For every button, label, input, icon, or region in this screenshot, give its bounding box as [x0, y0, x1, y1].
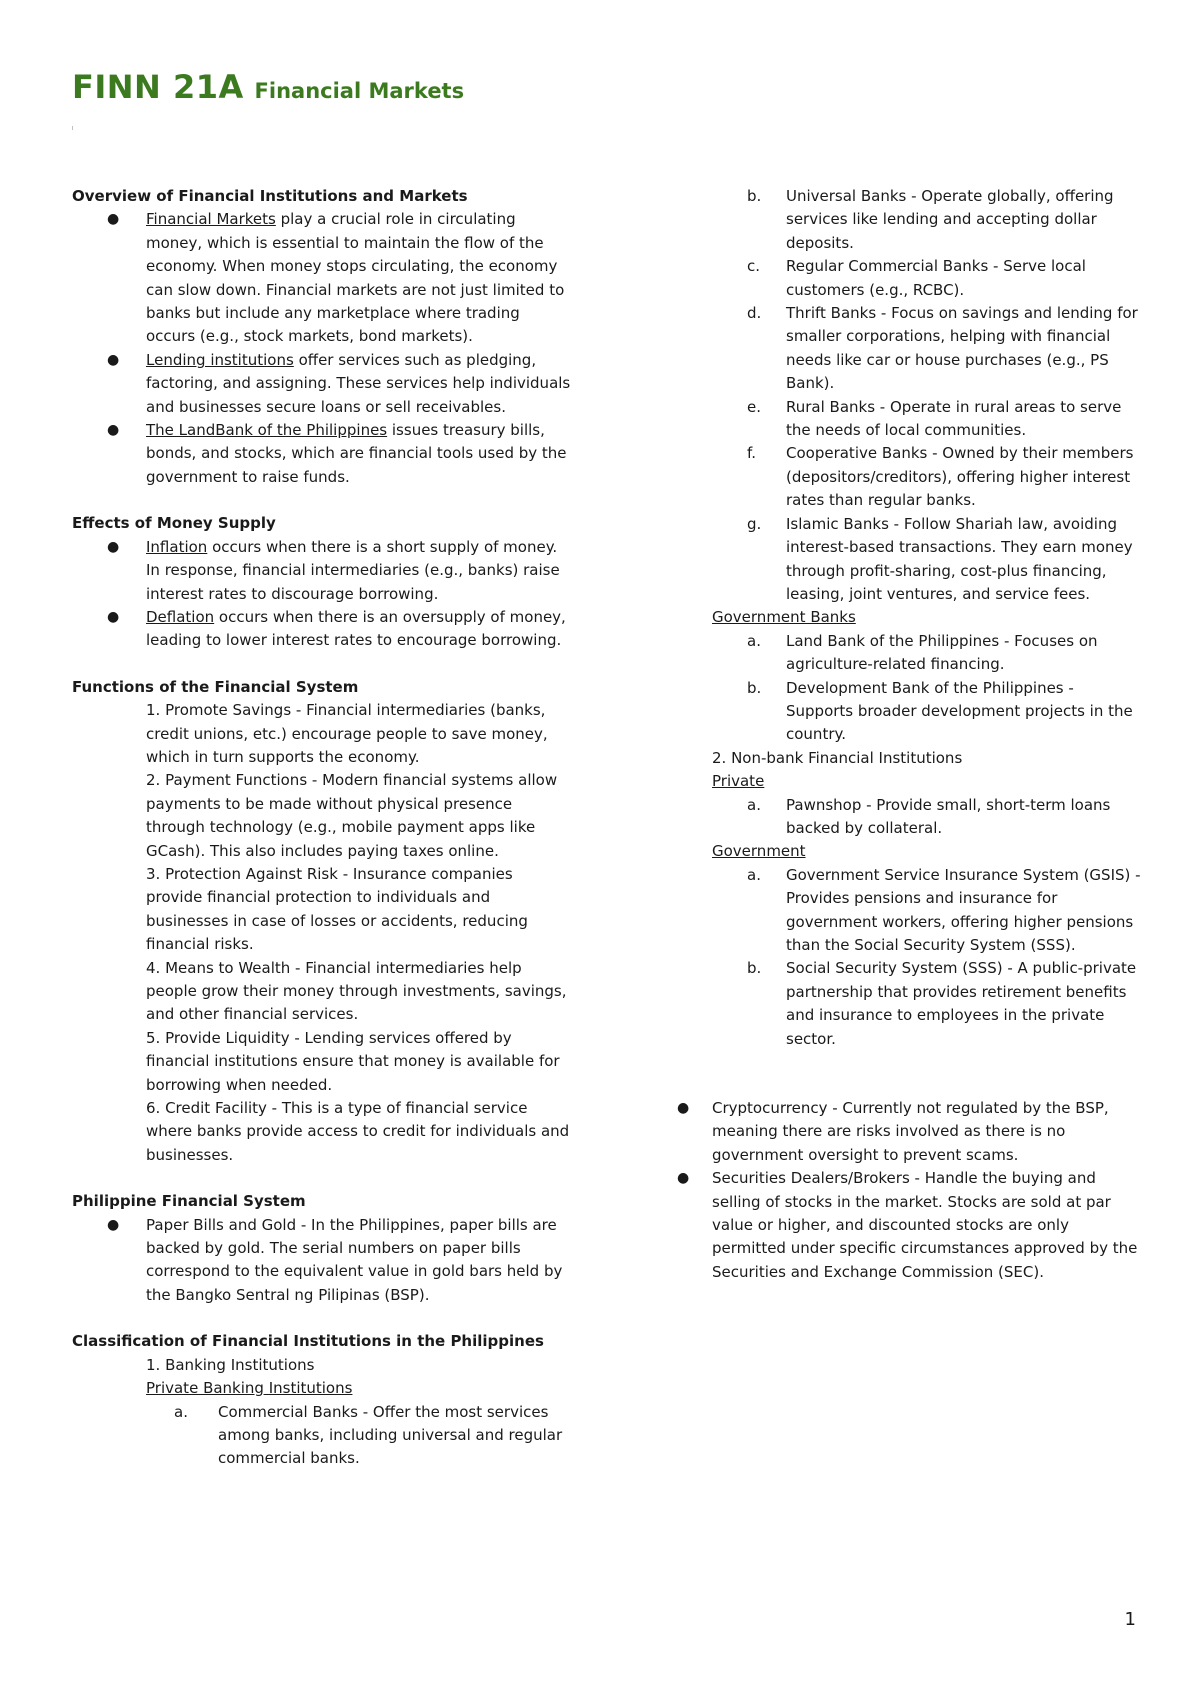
- list-item: [712, 677, 1144, 747]
- bullet-text: issues treasury bills, bonds, and stocks, which are financial tools used by the government to raise funds.: [146, 421, 567, 486]
- list-item: 4. Means to Wealth - Financial intermediaries help people grow their money through investments, savings, and other financial services.: [146, 958, 567, 1024]
- bullet-item: [72, 419, 572, 489]
- list-item: [712, 957, 1144, 1051]
- term: Lending institutions: [146, 350, 294, 369]
- list-item: [712, 630, 1144, 677]
- bullet-item: [72, 349, 572, 419]
- list-item: [712, 255, 1144, 302]
- bullet-item: ● Securities Dealers/Brokers - Handle the buying and selling of stocks in the market. Stocks are sold at par value or higher, and discounted stocks are only permitted under specific circumstances approved by the Securities and Exchange Commission (SEC).: [712, 1167, 1144, 1284]
- term: Financial Markets: [146, 210, 276, 229]
- section-heading-ph-system: Philippine Financial System: [72, 1192, 306, 1211]
- list-marker: a.: [747, 631, 761, 650]
- course-code: FINN 21A: [72, 68, 244, 106]
- list-marker: f.: [747, 444, 756, 463]
- list-item: [712, 513, 1144, 607]
- course-title: Financial Markets: [254, 79, 465, 103]
- subheading-nonbank-private: Private: [712, 772, 765, 791]
- bullet-item: ● Paper Bills and Gold - In the Philippines, paper bills are backed by gold. The serial numbers on paper bills correspond to the equivalent value in gold bars held by the Bangko Sentral ng Pilipinas (BSP).: [72, 1214, 572, 1308]
- subheading-banking: 1. Banking Institutions: [146, 1355, 315, 1374]
- list-item: [712, 442, 1144, 512]
- list-text: Cooperative Banks - Owned by their members (depositors/creditors), offering higher interest rates than regular banks.: [786, 444, 1134, 510]
- bullet-item: [72, 536, 572, 606]
- section-heading-classification: Classification of Financial Institutions in the Philippines: [72, 1332, 544, 1351]
- list-text: Rural Banks - Operate in rural areas to serve the needs of local communities.: [786, 397, 1122, 440]
- term: The LandBank of the Philippines: [146, 421, 388, 440]
- list-item: 6. Credit Facility - This is a type of financial service where banks provide access to credit for individuals and businesses.: [146, 1099, 570, 1164]
- bullet-text: offer services such as pledging, factoring, and assigning. These services help individuals and businesses secure loans or sell receivables.: [146, 350, 571, 416]
- subheading-government-banks: Government Banks: [712, 608, 856, 627]
- list-item: [712, 185, 1144, 255]
- list-marker: g.: [747, 514, 762, 533]
- list-item: 2. Payment Functions - Modern financial systems allow payments to be made without physical presence through technology (e.g., mobile payment apps like GCash). This also includes paying taxes online.: [146, 771, 558, 860]
- list-text: Social Security System (SSS) - A public-private partnership that provides retirement benefits and insurance to employees in the private sector.: [786, 959, 1137, 1048]
- list-marker: a.: [747, 795, 761, 814]
- list-item: 1. Promote Savings - Financial intermediaries (banks, credit unions, etc.) encourage people to save money, which in turn supports the economy.: [146, 701, 548, 766]
- list-item: 5. Provide Liquidity - Lending services offered by financial institutions ensure that money is available for borrowing when needed.: [146, 1028, 560, 1094]
- page-title: [72, 68, 465, 106]
- list-marker: a.: [174, 1402, 188, 1421]
- list-marker: b.: [747, 187, 762, 205]
- list-item: [712, 396, 1144, 443]
- list-text: Land Bank of the Philippines - Focuses on agriculture-related financing.: [786, 631, 1098, 674]
- list-marker: e.: [747, 397, 761, 416]
- list-text: Regular Commercial Banks - Serve local customers (e.g., RCBC).: [786, 257, 1086, 299]
- bullet-text: play a crucial role in circulating money, which is essential to maintain the flow of the economy. When money stops circulating, the economy can slow down. Financial markets are not just limited to banks but include any marketplace where trading occurs (e.g., stock markets, bond markets).: [146, 210, 565, 346]
- section-heading-money-supply: Effects of Money Supply: [72, 514, 276, 533]
- bullet-item: ● Cryptocurrency - Currently not regulated by the BSP, meaning there are risks involved as there is no government oversight to prevent scams.: [712, 1097, 1144, 1167]
- list-text: Thrift Banks - Focus on savings and lending for smaller corporations, helping with financial needs like car or house purchases (e.g., PS Bank).: [786, 304, 1138, 393]
- page-number: 1: [1124, 1609, 1136, 1630]
- list-text: Commercial Banks - Offer the most services among banks, including universal and regular commercial banks.: [218, 1402, 563, 1468]
- bullet-text: occurs when there is an oversupply of money, leading to lower interest rates to encourage borrowing.: [146, 607, 566, 650]
- list-marker: c.: [747, 257, 761, 276]
- subheading-private-banking: Private Banking Institutions: [146, 1379, 353, 1398]
- term: Inflation: [146, 537, 208, 556]
- list-item: [72, 1401, 572, 1471]
- section-heading-overview: Overview of Financial Institutions and Markets: [72, 187, 468, 205]
- list-text: Islamic Banks - Follow Shariah law, avoiding interest-based transactions. They earn money through profit-sharing, cost-plus financing, leasing, joint ventures, and service fees.: [786, 514, 1133, 603]
- bullet-item: [72, 208, 572, 348]
- bullet-item: [72, 606, 572, 653]
- term: Deflation: [146, 607, 215, 626]
- list-marker: b.: [747, 959, 762, 978]
- list-marker: d.: [747, 304, 762, 323]
- list-item: 3. Protection Against Risk - Insurance companies provide financial protection to individuals and businesses in case of losses or accidents, reducing financial risks.: [146, 864, 528, 954]
- list-text: Universal Banks - Operate globally, offering services like lending and accepting dollar deposits.: [786, 187, 1114, 252]
- list-item: [712, 864, 1144, 958]
- left-column: [72, 185, 572, 1471]
- list-text: Development Bank of the Philippines - Supports broader development projects in the country.: [786, 678, 1133, 744]
- list-marker: b.: [747, 678, 762, 697]
- section-heading-functions: Functions of the Financial System: [72, 677, 359, 696]
- list-marker: a.: [747, 865, 761, 884]
- list-text: Government Service Insurance System (GSIS) - Provides pensions and insurance for government workers, offering higher pensions than the Social Security System (SSS).: [786, 865, 1141, 954]
- bullet-text: occurs when there is a short supply of money. In response, financial intermediaries (e.g., banks) raise interest rates to discourage borrowing.: [146, 537, 560, 603]
- subheading-nonbank-government: Government: [712, 842, 806, 861]
- subheading-nonbank: 2. Non-bank Financial Institutions: [712, 748, 963, 767]
- right-column: [712, 185, 1144, 1284]
- list-text: Pawnshop - Provide small, short-term loans backed by collateral.: [786, 795, 1111, 837]
- list-item: [712, 302, 1144, 396]
- divider-tick: [72, 126, 73, 130]
- list-item: [712, 794, 1144, 841]
